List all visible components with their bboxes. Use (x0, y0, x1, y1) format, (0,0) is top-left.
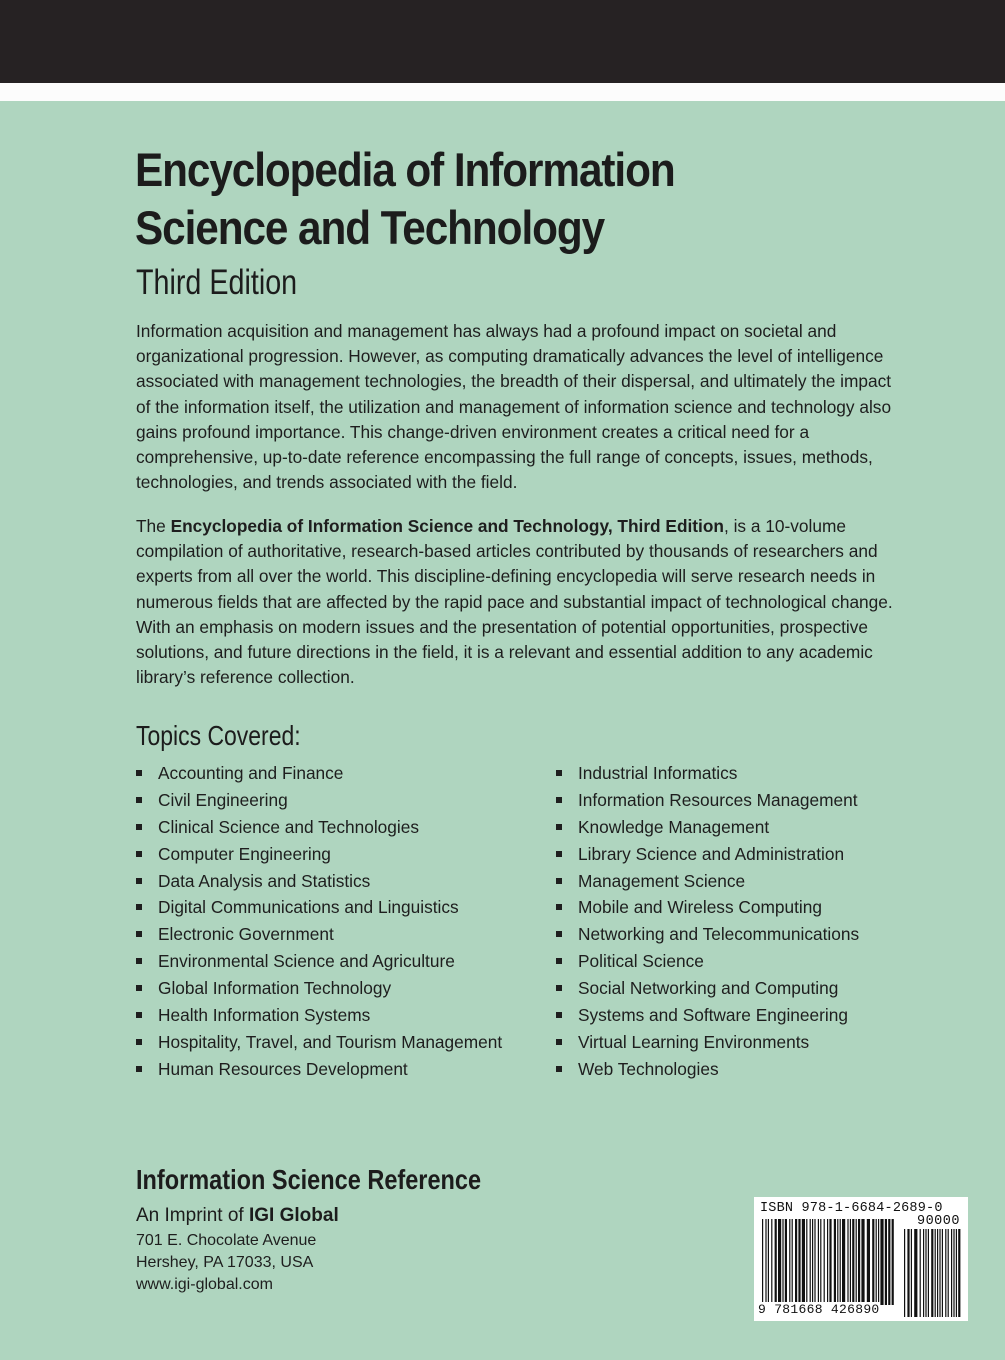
price-barcode-bar (958, 1229, 960, 1317)
price-barcode-bar (945, 1229, 946, 1317)
bullet-icon (136, 878, 142, 884)
price-barcode-bar (911, 1229, 912, 1317)
topic-label: Accounting and Finance (158, 763, 344, 783)
topic-item (556, 814, 956, 841)
price-barcode-bar (942, 1229, 943, 1317)
topic-label: Systems and Software Engineering (578, 1005, 848, 1026)
bullet-icon (556, 1012, 562, 1018)
bullet-icon (556, 1039, 562, 1045)
book-title (135, 141, 819, 257)
paragraph2-book-title: Encyclopedia of Information Science and Technology, Third Edition (170, 516, 724, 536)
barcode-bar (837, 1219, 838, 1305)
barcode-bar (792, 1219, 793, 1305)
bullet-icon (136, 904, 142, 910)
topic-label: Political Science (578, 951, 704, 972)
price-barcode-bar (935, 1229, 936, 1317)
price-code: 90000 (916, 1214, 960, 1229)
topic-label: Digital Communications and Linguistics (158, 897, 459, 918)
bullet-icon (556, 985, 562, 991)
bullet-icon (556, 904, 562, 910)
book-title-line1: Encyclopedia of Information (135, 143, 675, 196)
barcode-bar (847, 1219, 848, 1305)
bullet-icon (556, 851, 562, 857)
barcode-bar (840, 1219, 841, 1305)
price-barcode-bar (923, 1229, 924, 1317)
topic-item (136, 948, 556, 975)
barcode-bar (775, 1219, 777, 1305)
bullet-icon (136, 851, 142, 857)
topic-item (136, 841, 556, 868)
bullet-icon (556, 1066, 562, 1072)
publisher-website: www.igi-global.com (136, 1276, 273, 1293)
price-barcode-bar (951, 1229, 952, 1317)
bullet-icon (136, 958, 142, 964)
topic-item (556, 948, 956, 975)
barcode-bar (878, 1219, 879, 1305)
topics-heading: Topics Covered: (136, 720, 301, 751)
topic-item (136, 1056, 556, 1083)
topic-label: Networking and Telecommunications (578, 924, 860, 945)
topic-item (136, 1029, 556, 1056)
barcode-bar (842, 1219, 845, 1305)
barcode-bar (852, 1219, 854, 1305)
barcode-bar (820, 1219, 821, 1305)
price-barcode-bar (937, 1229, 938, 1317)
barcode-bar (856, 1219, 857, 1305)
description-paragraph-1: Information acquisition and management has always had a profound impact on societal and organizational progression. However, as computing dramatically advances the level of intelligence associated with management technologies, the breadth of their dispersal, and ultimately the impact of the information itself, the utilization and management of information science and technology also gains profound importance. This change-driven environment creates a critical need for a comprehensive, up-to-date reference encompassing the full range of concepts, issues, methods, technologies, and trends associated with the field. (136, 321, 892, 493)
topic-item (556, 760, 956, 787)
topic-label: Information Resources Management (578, 789, 858, 810)
topic-item (556, 894, 956, 921)
barcode-bar (785, 1219, 787, 1305)
bullet-icon (136, 931, 142, 937)
barcode-bar (824, 1219, 825, 1305)
barcode-bar (885, 1219, 887, 1305)
topic-label: Civil Engineering (158, 789, 288, 810)
price-barcode-bar (904, 1229, 905, 1317)
topic-label: Industrial Informatics (578, 763, 738, 783)
imprint-prefix: An Imprint of (136, 1205, 249, 1226)
topic-item (136, 975, 556, 1002)
topics-list-right (556, 760, 956, 1083)
bullet-icon (136, 824, 142, 830)
bullet-icon (556, 797, 562, 803)
barcode-bar (802, 1219, 805, 1305)
barcode-bar (798, 1219, 800, 1305)
barcode-bar (778, 1219, 781, 1305)
paragraph2-prefix: The (136, 516, 171, 536)
imprint-company: IGI Global (249, 1205, 339, 1226)
topic-label: Mobile and Wireless Computing (578, 897, 822, 918)
publisher-address-line2: Hershey, PA 17033, USA (136, 1254, 314, 1271)
topic-item (556, 1002, 956, 1029)
bullet-icon (556, 931, 562, 937)
barcode-bar (818, 1219, 819, 1305)
barcode-bar (880, 1219, 883, 1305)
topic-item (136, 1002, 556, 1029)
barcode-bar (814, 1219, 815, 1305)
topic-label: Knowledge Management (578, 816, 770, 837)
barcode-bar (834, 1219, 836, 1305)
topic-item (556, 787, 956, 814)
price-barcode-bar (928, 1229, 929, 1317)
price-barcode-bar (953, 1229, 954, 1317)
topic-item (136, 921, 556, 948)
bullet-icon (556, 824, 562, 830)
barcode-bar (762, 1219, 763, 1305)
topic-label: Environmental Science and Agriculture (158, 951, 455, 972)
publisher-name: Information Science Reference (136, 1164, 482, 1195)
price-barcode-bar (956, 1229, 957, 1317)
barcode-bar (872, 1219, 874, 1305)
bullet-icon (556, 770, 562, 776)
isbn-barcode-box (754, 1197, 968, 1321)
topic-item (136, 814, 556, 841)
topic-item (556, 975, 956, 1002)
topic-label: Electronic Government (158, 924, 334, 945)
bullet-icon (556, 878, 562, 884)
isbn-number: ISBN 978-1-6684-2689-0 (760, 1201, 943, 1216)
topic-label: Library Science and Administration (578, 843, 845, 864)
barcode-bar (892, 1219, 894, 1305)
topics-list-left (136, 760, 556, 1083)
publisher-address-line1: 701 E. Chocolate Avenue (136, 1232, 317, 1249)
barcode-bar (850, 1219, 851, 1305)
paragraph2-body: , is a 10-volume compilation of authoritative, research-based articles contributed by thousands of researchers and experts from all over the world. This discipline-defining encyclopedia will serve research needs in numerous fields that are affected by the rapid pace and substantial impact of technological change. With an emphasis on modern issues and the presentation of potential opportunities, prospective solutions, and future directions in the field, it is a relevant and essential addition to any academic library’s reference collection. (136, 516, 893, 688)
barcode-bar (768, 1219, 769, 1305)
topic-label: Clinical Science and Technologies (158, 816, 419, 837)
barcode-bar (861, 1219, 864, 1305)
topic-label: Human Resources Development (158, 1058, 408, 1079)
topic-item (556, 1029, 956, 1056)
topic-label: Management Science (578, 870, 746, 891)
barcode-bar (806, 1219, 807, 1305)
price-barcode-bar (948, 1229, 949, 1317)
price-barcode-bar (939, 1229, 940, 1317)
ean-digits: 9 781668 426890 (758, 1302, 880, 1317)
top-dark-band (0, 0, 1005, 83)
price-barcode-bar (914, 1229, 917, 1317)
topic-label: Hospitality, Travel, and Tourism Management (158, 1031, 503, 1052)
price-barcode-bar (920, 1229, 921, 1317)
bullet-icon (136, 1066, 142, 1072)
barcode-bar (829, 1219, 831, 1305)
barcode-bar (827, 1219, 828, 1305)
topic-item (136, 760, 556, 787)
topic-item (556, 921, 956, 948)
topic-item (556, 1056, 956, 1083)
topic-label: Global Information Technology (158, 978, 392, 999)
bullet-icon (136, 770, 142, 776)
barcode-bar (765, 1219, 766, 1305)
bullet-icon (136, 1012, 142, 1018)
bullet-icon (136, 797, 142, 803)
description-paragraph-2 (136, 514, 896, 690)
barcode-bar (867, 1219, 870, 1305)
topic-item (556, 868, 956, 895)
topic-label: Virtual Learning Environments (578, 1031, 810, 1052)
topic-item (136, 868, 556, 895)
barcode-bar (858, 1219, 860, 1305)
topic-item (136, 894, 556, 921)
topic-item (556, 841, 956, 868)
price-barcode-bar (931, 1229, 933, 1317)
bullet-icon (556, 958, 562, 964)
publisher-imprint (136, 1204, 339, 1228)
bullet-icon (136, 985, 142, 991)
barcode-bar (795, 1219, 797, 1305)
barcode-bar (771, 1219, 772, 1305)
barcode-bar (810, 1219, 811, 1305)
barcode-bar (812, 1219, 813, 1305)
barcode-bar (782, 1219, 783, 1305)
topic-label: Health Information Systems (158, 1005, 371, 1026)
price-barcode-bar (907, 1229, 909, 1317)
barcode-bar (888, 1219, 890, 1305)
topic-item (136, 787, 556, 814)
topic-label: Web Technologies (578, 1058, 719, 1079)
topic-label: Social Networking and Computing (578, 978, 839, 999)
topic-label: Data Analysis and Statistics (158, 870, 371, 891)
barcode-bar (876, 1219, 877, 1305)
book-title-line2: Science and Technology (135, 201, 605, 254)
topic-label: Computer Engineering (158, 843, 331, 864)
barcode-bar (789, 1219, 790, 1305)
price-barcode-bar (925, 1229, 926, 1317)
bullet-icon (136, 1039, 142, 1045)
book-edition: Third Edition (136, 263, 298, 302)
